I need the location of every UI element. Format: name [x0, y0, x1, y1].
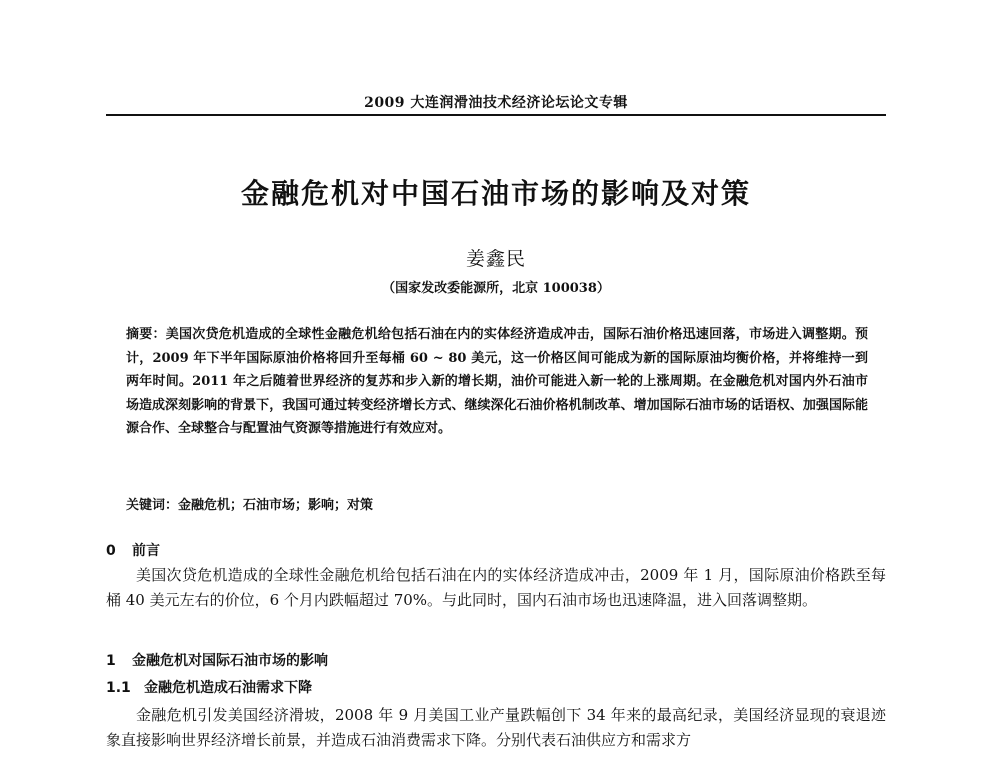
keywords: 关键词：金融危机；石油市场；影响；对策: [126, 498, 374, 513]
section-number: 1: [106, 653, 116, 669]
section-heading-1: [106, 650, 328, 670]
abstract-text: 美国次贷危机造成的全球性金融危机给包括石油在内的实体经济造成冲击，国际石油价格迅速回落，市场进入调整期。预计，2009 年下半年国际原油价格将回升至每桶 60 ~ 80 美元，这一价格区间可能成为新的国际原油均衡价格，并将维持一到两年时间。2011 年之后随着世界经济的复苏和步入新的增长期，油价可能进入新一轮的上涨周期。在金融危机对国内外石油市场造成深刻影响的背景下，我国可通过转变经济增长方式、继续深化石油价格机制改革、增加国际石油市场的话语权、加强国际能源合作、全球整合与配置油气资源等措施进行有效应对。: [126, 327, 868, 437]
running-header: 2009 大连润滑油技术经济论坛论文专辑: [364, 95, 628, 111]
section-title: 金融危机对国际石油市场的影响: [132, 653, 328, 669]
abstract: [126, 323, 868, 441]
section-title: 金融危机造成石油需求下降: [144, 680, 312, 696]
article-title: 金融危机对中国石油市场的影响及对策: [240, 177, 751, 210]
header-rule: [106, 114, 886, 116]
section-heading-1-1: [106, 677, 312, 697]
section-heading-0: [106, 540, 160, 560]
section-1-1-paragraph: 金融危机引发美国经济滑坡，2008 年 9 月美国工业产量跌幅创下 34 年来的最高纪录，美国经济显现的衰退迹象直接影响世界经济增长前景，并造成石油消费需求下降。分别代表石油供应方和需求方: [106, 706, 886, 749]
abstract-label: 摘要：: [126, 327, 166, 342]
section-number: 1.1: [106, 680, 131, 696]
author-name: 姜鑫民: [465, 248, 526, 270]
section-number: 0: [106, 543, 116, 559]
section-title: 前言: [132, 543, 160, 559]
author-affiliation: （国家发改委能源所，北京 100038）: [382, 281, 610, 296]
section-0-paragraph: 美国次贷危机造成的全球性金融危机给包括石油在内的实体经济造成冲击，2009 年 1 月，国际原油价格跌至每桶 40 美元左右的价位，6 个月内跌幅超过 70%。与此同时，国内石油市场也迅速降温，进入回落调整期。: [106, 566, 886, 609]
